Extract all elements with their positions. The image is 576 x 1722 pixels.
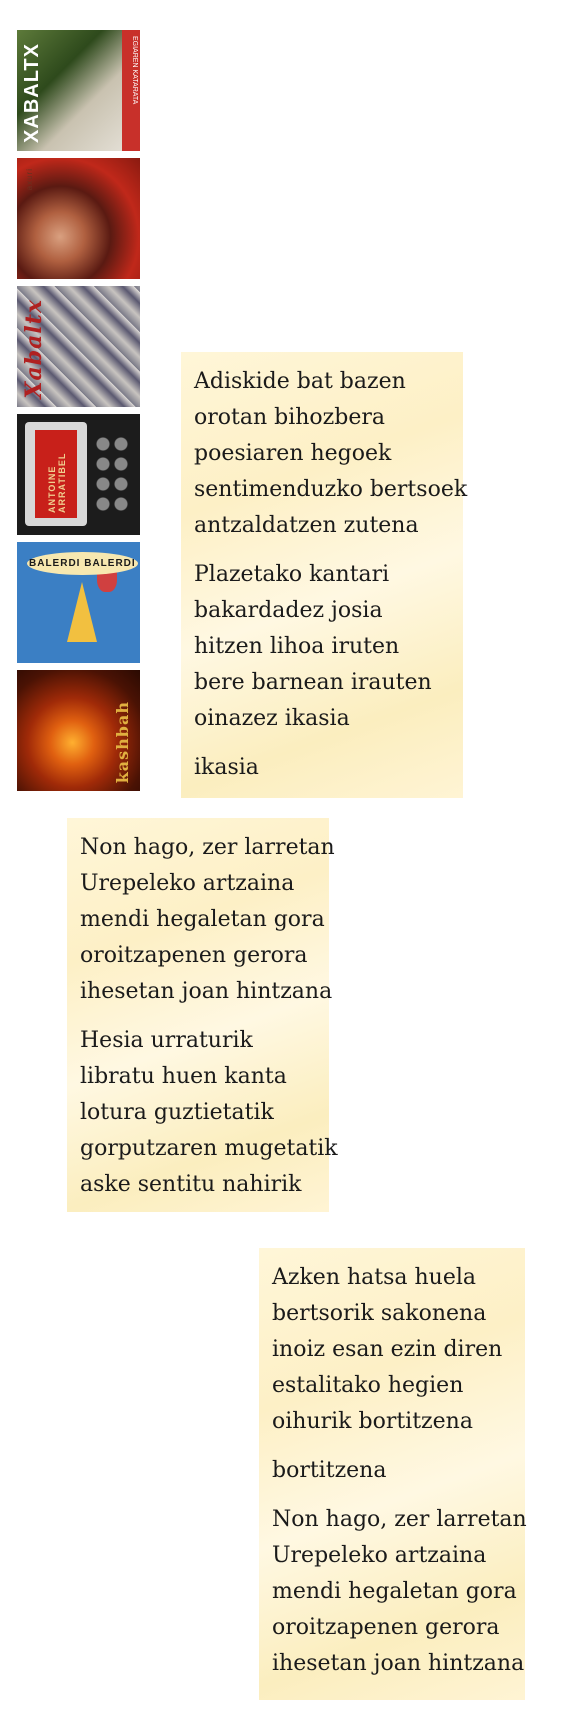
album-cover-collage[interactable] xyxy=(17,286,140,407)
album-cover-sphere[interactable] xyxy=(17,670,140,791)
lyrics-line: bakardadez josia xyxy=(194,598,383,623)
lyrics-line: libratu huen kanta xyxy=(80,1064,287,1089)
lyrics-line: bere barnean irauten xyxy=(194,670,432,695)
lyrics-line: ihesetan joan hintzana xyxy=(272,1651,525,1676)
lyrics-line: inoiz esan ezin diren xyxy=(272,1337,503,1362)
lyrics-line: antzaldatzen zutena xyxy=(194,513,419,538)
album-cover-xabaltx[interactable] xyxy=(17,30,140,151)
lyrics-line: oihurik bortitzena xyxy=(272,1409,473,1434)
lyrics-line: oroitzapenen gerora xyxy=(272,1615,500,1640)
lyrics-stanza xyxy=(194,557,451,737)
lyrics-line: mendi hegaletan gora xyxy=(272,1579,517,1604)
lyrics-card xyxy=(67,818,338,1212)
lyrics-line: sentimenduzko bertsoek xyxy=(194,477,468,502)
lyrics-line: Urepeleko artzaina xyxy=(272,1543,487,1568)
lyrics-line: Non hago, zer larretan xyxy=(272,1507,527,1532)
lyrics-stanza xyxy=(194,750,451,786)
lyrics-line: Hesia urraturik xyxy=(80,1028,253,1053)
cover-title: XABALTX xyxy=(21,43,43,143)
lyrics-card xyxy=(181,352,468,798)
cover-title: kashbah xyxy=(113,700,132,783)
lyrics-line: Plazetako kantari xyxy=(194,562,390,587)
lyrics-line: orotan bihozbera xyxy=(194,405,385,430)
cartoon-figure xyxy=(67,582,97,642)
lyrics-line: oroitzapenen gerora xyxy=(80,943,308,968)
album-cover-radio[interactable] xyxy=(17,414,140,535)
lyrics-line: lotura guztietatik xyxy=(80,1100,274,1125)
lyrics-line: poesiaren hegoek xyxy=(194,441,392,466)
lyrics-line: mendi hegaletan gora xyxy=(80,907,325,932)
cover-title: Xabaltx xyxy=(21,299,47,399)
cover-title: axuri xyxy=(25,168,34,191)
lyrics-line: gorputzaren mugetatik xyxy=(80,1136,338,1161)
lyrics-stanza xyxy=(80,830,335,1010)
lyrics-line: Non hago, zer larretan xyxy=(80,835,335,860)
lyrics-line: ihesetan joan hintzana xyxy=(80,979,333,1004)
lyrics-line: aske sentitu nahirik xyxy=(80,1172,302,1197)
lyrics-line: oinazez ikasia xyxy=(194,706,350,731)
lyrics-line: estalitako hegien xyxy=(272,1373,464,1398)
album-cover-cartoon[interactable] xyxy=(17,542,140,663)
lyrics-stanza xyxy=(194,364,468,544)
album-cover-list xyxy=(17,30,140,798)
lyrics-card xyxy=(259,1248,525,1700)
lyrics-stanza xyxy=(272,1260,513,1440)
lyrics-line: ikasia xyxy=(194,755,259,780)
radio-knobs xyxy=(94,434,130,514)
lyrics-stanza xyxy=(272,1502,527,1682)
lyrics-line: hitzen lihoa iruten xyxy=(194,634,400,659)
lyrics-line: Adiskide bat bazen xyxy=(194,369,406,394)
lyrics-line: Azken hatsa huela xyxy=(272,1265,477,1290)
lyrics-stanza xyxy=(80,1023,338,1203)
cover-corner-text: EGIAREN KATARATA xyxy=(131,36,138,105)
lyrics-line: Urepeleko artzaina xyxy=(80,871,295,896)
lyrics-stanza xyxy=(272,1453,513,1489)
lyrics-line: bertsorik sakonena xyxy=(272,1301,487,1326)
cover-title: ANTOINE ARRATIBEL xyxy=(47,452,67,513)
album-cover-portrait[interactable] xyxy=(17,158,140,279)
lyrics-line: bortitzena xyxy=(272,1458,387,1483)
cover-title: BALERDI BALERDI xyxy=(27,552,138,575)
